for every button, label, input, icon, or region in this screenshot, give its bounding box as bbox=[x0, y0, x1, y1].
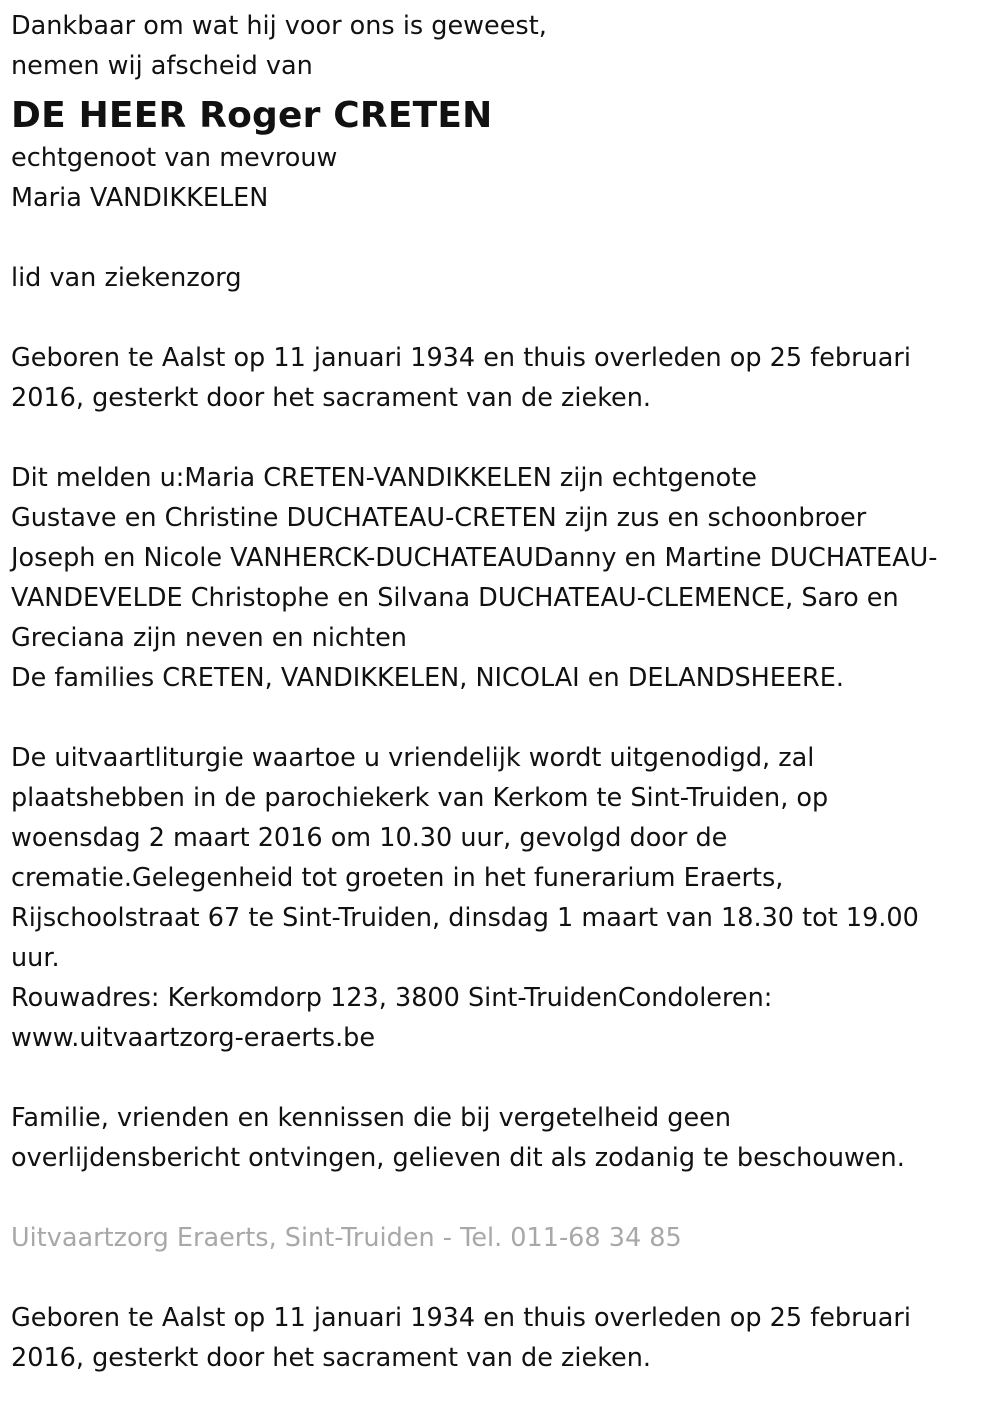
spouse-line: Maria VANDIKKELEN bbox=[11, 183, 269, 213]
deceased-section bbox=[11, 94, 990, 138]
announcer-line: VANDEVELDE Christophe en Silvana DUCHATEAU-CLEMENCE, Saro en bbox=[11, 583, 899, 613]
intro-line: nemen wij afscheid van bbox=[11, 51, 313, 81]
announcers-section bbox=[11, 458, 990, 698]
funeral-line: Rouwadres: Kerkomdorp 123, 3800 Sint-TruidenCondoleren: bbox=[11, 983, 773, 1013]
funeral-line: plaatshebben in de parochiekerk van Kerkom te Sint-Truiden, op bbox=[11, 783, 829, 813]
spacer bbox=[11, 1178, 990, 1218]
birth-death-line: Geboren te Aalst op 11 januari 1934 en thuis overleden op 25 februari bbox=[11, 343, 911, 373]
birth-death-line: 2016, gesterkt door het sacrament van de zieken. bbox=[11, 383, 652, 413]
birth-death-line: 2016, gesterkt door het sacrament van de zieken. bbox=[11, 1343, 652, 1373]
spacer bbox=[11, 698, 990, 738]
spouse-section bbox=[11, 138, 990, 218]
announcer-line: De families CRETEN, VANDIKKELEN, NICOLAI en DELANDSHEERE. bbox=[11, 663, 844, 693]
announcer-line: Gustave en Christine DUCHATEAU-CRETEN zijn zus en schoonbroer bbox=[11, 503, 867, 533]
birth-death-section bbox=[11, 338, 990, 418]
spacer bbox=[11, 1058, 990, 1098]
spacer bbox=[11, 418, 990, 458]
funeral-section bbox=[11, 738, 990, 1058]
birth-death-repeat-section bbox=[11, 1298, 990, 1378]
announcer-line: Greciana zijn neven en nichten bbox=[11, 623, 407, 653]
funeral-line: woensdag 2 maart 2016 om 10.30 uur, gevolgd door de bbox=[11, 823, 728, 853]
funeral-line: Rijschoolstraat 67 te Sint-Truiden, dinsdag 1 maart van 18.30 tot 19.00 bbox=[11, 903, 919, 933]
funeral-website-line: www.uitvaartzorg-eraerts.be bbox=[11, 1023, 376, 1053]
spacer bbox=[11, 1258, 990, 1298]
birth-death-line: Geboren te Aalst op 11 januari 1934 en thuis overleden op 25 februari bbox=[11, 1303, 911, 1333]
spouse-line: echtgenoot van mevrouw bbox=[11, 143, 338, 173]
announcer-line: Joseph en Nicole VANHERCK-DUCHATEAUDanny en Martine DUCHATEAU- bbox=[11, 543, 938, 573]
intro-line: Dankbaar om wat hij voor ons is geweest, bbox=[11, 11, 547, 41]
notice-line: Familie, vrienden en kennissen die bij vergetelheid geen bbox=[11, 1103, 731, 1133]
undertaker-line: Uitvaartzorg Eraerts, Sint-Truiden - Tel. 011-68 34 85 bbox=[11, 1223, 682, 1253]
announcer-line: Dit melden u:Maria CRETEN-VANDIKKELEN zijn echtgenote bbox=[11, 463, 757, 493]
deceased-name: DE HEER Roger CRETEN bbox=[11, 95, 493, 136]
membership-line: lid van ziekenzorg bbox=[11, 263, 242, 293]
notice-section bbox=[11, 1098, 990, 1178]
notice-line: overlijdensbericht ontvingen, gelieven dit als zodanig te beschouwen. bbox=[11, 1143, 905, 1173]
funeral-line: crematie.Gelegenheid tot groeten in het funerarium Eraerts, bbox=[11, 863, 784, 893]
funeral-line: uur. bbox=[11, 943, 60, 973]
intro-section bbox=[11, 6, 990, 86]
funeral-line: De uitvaartliturgie waartoe u vriendelijk wordt uitgenodigd, zal bbox=[11, 743, 815, 773]
spacer bbox=[11, 298, 990, 338]
spacer bbox=[11, 218, 990, 258]
